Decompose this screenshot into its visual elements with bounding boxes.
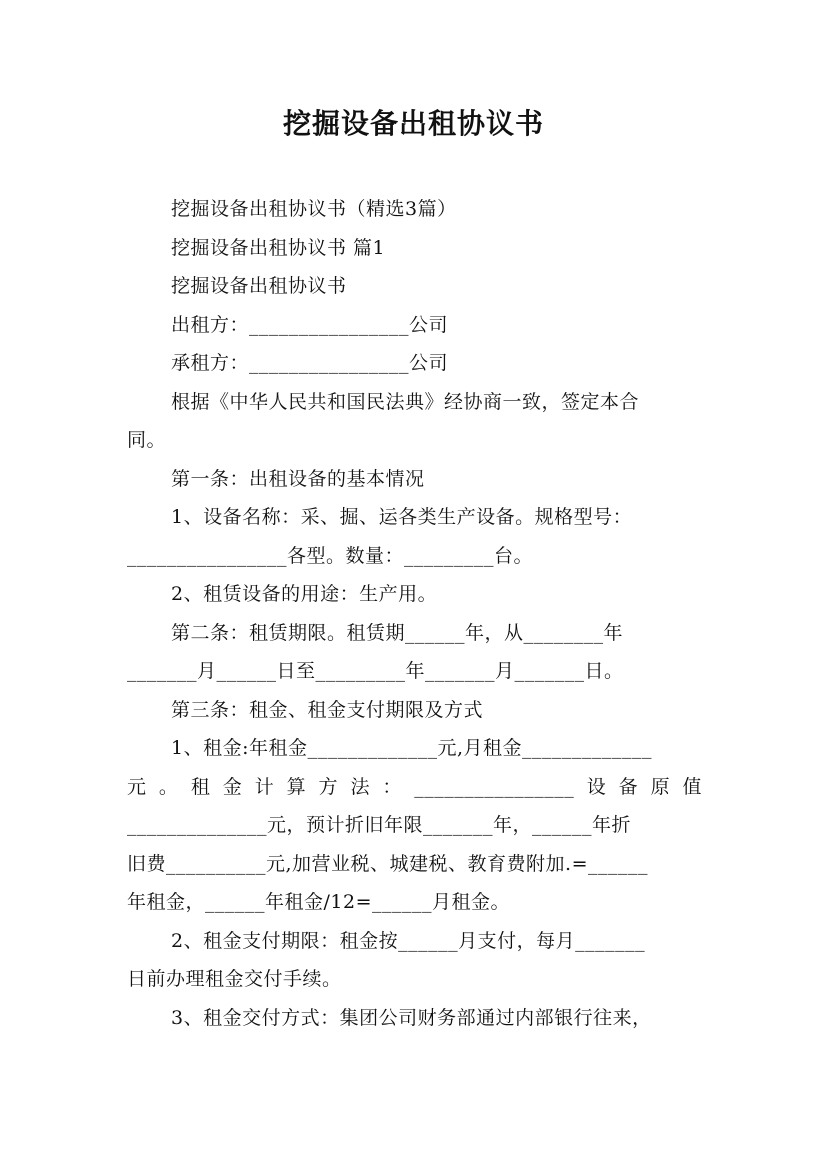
body-line-subtitle: 挖掘设备出租协议书（精选3篇） [171,198,457,220]
body-line-taxes: 旧费__________元,加营业税、城建税、教育费附加.=______ [127,852,649,875]
body-line-payment-term: 2、租金支付期限：租金按______月支付，每月_______ [171,929,646,952]
body-line-equipment-purpose: 2、租赁设备的用途：生产用。 [171,583,438,605]
document-body [127,190,702,1037]
body-line-preamble-2: 同。 [127,429,167,451]
body-line-equipment-name: 1、设备名称：采、掘、运各类生产设备。规格型号： [171,506,633,528]
body-line-preamble-1: 根据《中华人民共和国民法典》经协商一致，签定本合 [171,390,640,413]
body-line-monthly-rent: 年租金，______年租金/12=______月租金。 [127,891,510,913]
body-line-payment-method: 3、租金交付方式：集团公司财务部通过内部银行往来， [171,1006,652,1029]
body-line-depreciation: ______________元，预计折旧年限_______年，______年折 [127,814,632,836]
body-line-article-1-heading: 第一条：出租设备的基本情况 [171,467,425,490]
body-line-article-3-heading: 第三条：租金、租金支付期限及方式 [171,698,484,721]
body-line-agreement-title: 挖掘设备出租协议书 [171,275,347,297]
body-line-rent-method: 元。租金计算方法：________________设备原值 [127,775,702,798]
body-line-article-2-term: 第二条：租赁期限。租赁期______年，从________年 [171,621,624,644]
body-line-equipment-quantity: ________________各型。数量：_________台。 [127,544,534,567]
body-line-part-heading: 挖掘设备出租协议书 篇1 [171,236,386,259]
body-line-lessee: 承租方：________________公司 [171,352,449,374]
body-line-payment-procedure: 日前办理租金交付手续。 [127,968,342,990]
document-title: 挖掘设备出租协议书 [282,107,544,140]
body-line-term-dates: _______月______日至_________年_______月_______日。 [127,660,624,682]
body-line-rent-amount: 1、租金:年租金_____________元,月租金_____________ [171,737,653,759]
body-line-lessor: 出租方：________________公司 [171,313,449,336]
